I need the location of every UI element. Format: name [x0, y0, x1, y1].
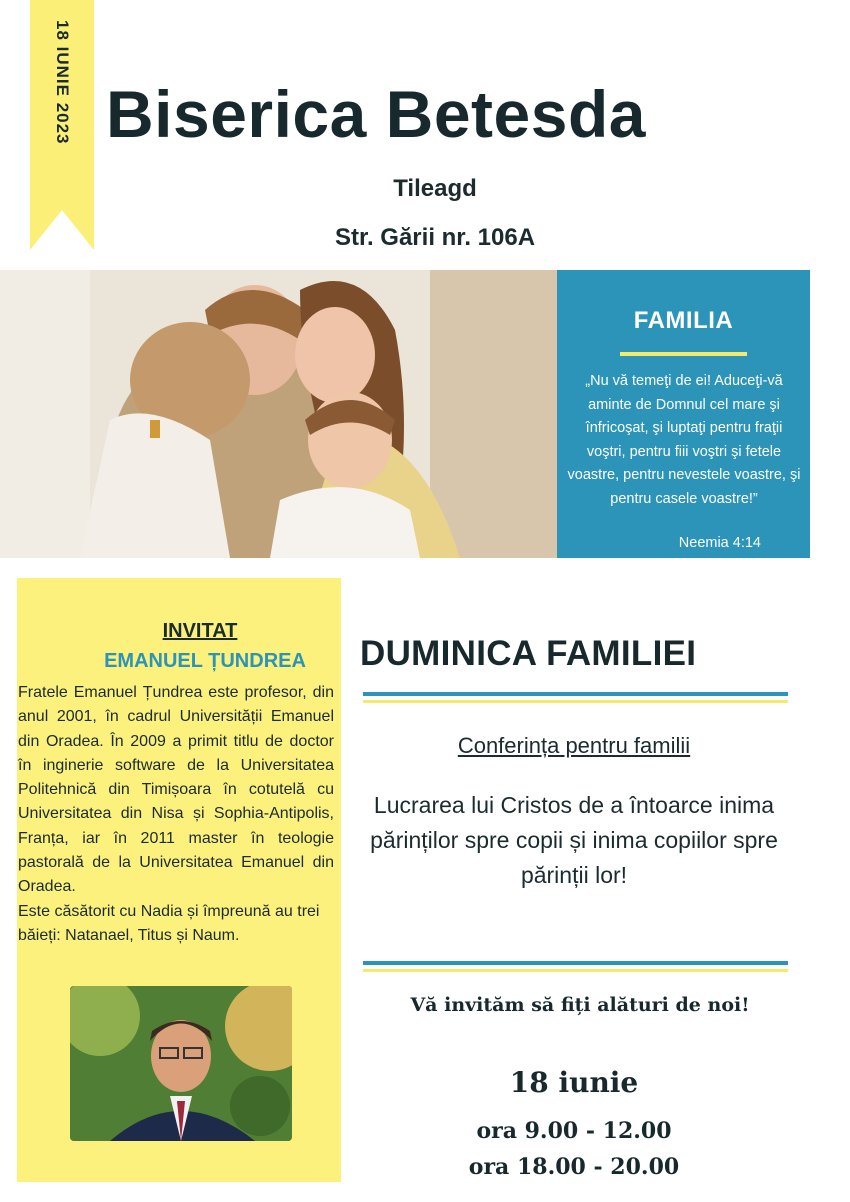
event-time-evening: ora 18.00 - 20.00	[468, 1154, 680, 1180]
conference-theme: Lucrarea lui Cristos de a întoarce inima părinților spre copii și inima copiilor spre părinții lor!	[370, 792, 778, 888]
conference-subtitle: Conferința pentru familii	[457, 733, 691, 758]
street-address: Str. Gării nr. 106A	[334, 224, 536, 251]
event-title: DUMINICA FAMILIEI	[360, 634, 697, 673]
city-label: Tileagd	[393, 175, 477, 202]
guest-family-text: Este căsătorit cu Nadia și împreună au trei băieți: Natanael, Titus și Naum.	[18, 902, 320, 944]
family-photo-illustration	[0, 270, 557, 558]
bible-quote: „Nu vă temeţi de ei! Aduceţi-vă aminte de Domnul cel mare şi înfricoşat, şi luptaţi pentru fraţii voştri, pentru fiii voştri şi fetele voastre, pentru nevestele voastre, şi pentru casele voastre!”	[567, 373, 801, 507]
guest-portrait	[70, 986, 292, 1141]
bible-reference: Neemia 4:14	[678, 535, 761, 551]
page-title: Biserica Betesda	[106, 77, 646, 151]
date-ribbon-text: 18 IUNIE 2023	[53, 20, 72, 145]
event-date: 18 iunie	[509, 1066, 639, 1099]
guest-bio-text: Fratele Emanuel Țundrea este profesor, din anul 2001, în cadrul Universității Emanuel din Oradea. În 2009 a primit titlu de doctor în inginerie software de la Universitatea Politehnică din Timișoara în cotutelă cu Universitatea din Nisa și Sophia-Antipolis, Franța, iar în 2011 master în teologie pastorală de la Universitatea Emanuel din Oradea.	[18, 684, 334, 896]
guest-name: EMANUEL ȚUNDREA	[104, 650, 306, 672]
title-divider	[363, 692, 788, 703]
theme-divider	[363, 961, 788, 972]
guest-bio	[18, 681, 334, 948]
panel-divider	[620, 352, 747, 356]
panel-title: FAMILIA	[633, 307, 734, 334]
event-time-morning: ora 9.00 - 12.00	[476, 1118, 672, 1144]
family-photo	[0, 270, 557, 558]
guest-portrait-illustration	[70, 986, 292, 1141]
guest-heading: INVITAT	[162, 620, 238, 642]
invitation-text: Vă invităm să fiți alături de noi!	[410, 994, 750, 1016]
family-quote-panel	[557, 270, 810, 558]
